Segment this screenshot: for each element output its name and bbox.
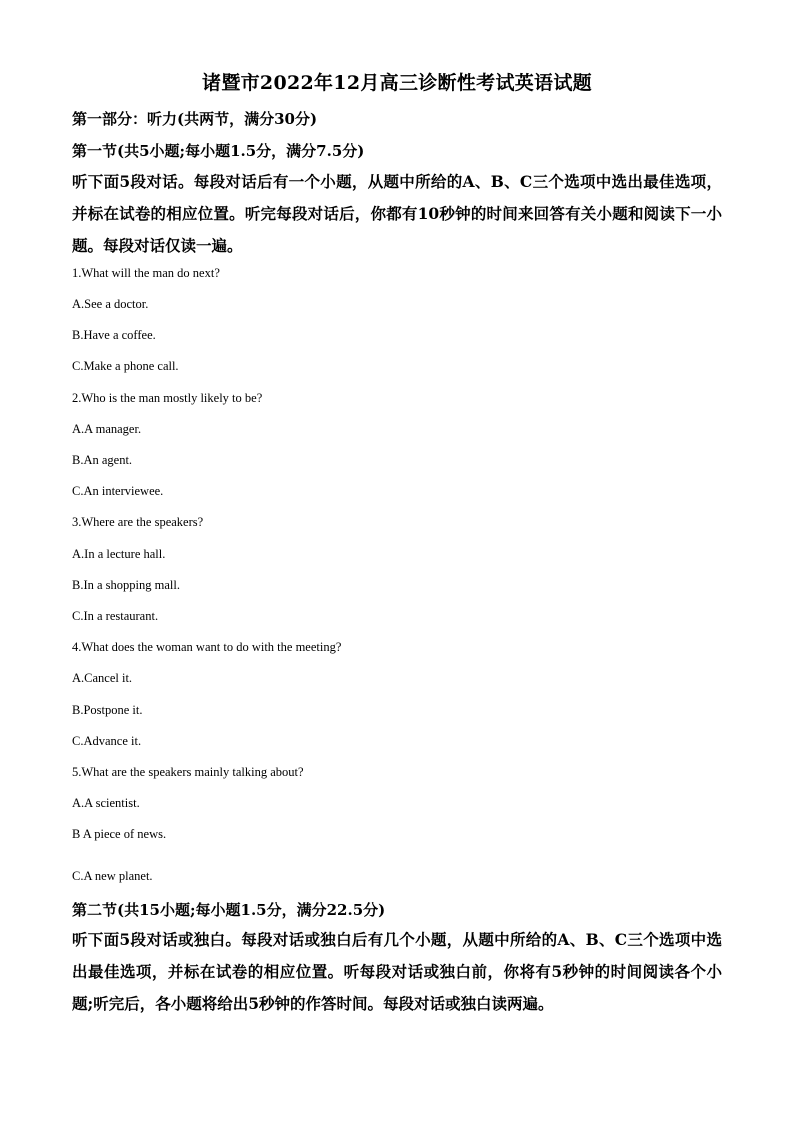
answer-option: B A piece of news. <box>72 827 167 841</box>
answer-option: A.A manager. <box>72 422 142 436</box>
answer-option: B.In a shopping mall. <box>72 578 180 592</box>
answer-option: C.Advance it. <box>72 734 142 748</box>
answer-option: C.A new planet. <box>72 869 153 883</box>
section-instruction: 听下面5段对话或独白。每段对话或独白后有几个小题，从题中所给的A、B、C三个选项中选出最佳选项，并标在试卷的相应位置。听每段对话或独白前，你将有5秒钟的时间阅读各个小题;听完后，各小题将给出5秒钟的作答时间。每段对话或独白读两遍。 <box>72 930 722 1013</box>
part-heading: 第一部分：听力(共两节，满分30分) <box>72 110 318 128</box>
answer-option: A.Cancel it. <box>72 671 133 685</box>
answer-option: B.Postpone it. <box>72 703 143 717</box>
question-text: 3.Where are the speakers? <box>72 515 204 529</box>
answer-option: C.An interviewee. <box>72 484 164 498</box>
answer-option: A.In a lecture hall. <box>72 547 166 561</box>
answer-option: C.In a restaurant. <box>72 609 159 623</box>
answer-option: B.Have a coffee. <box>72 328 156 342</box>
section-heading: 第二节(共15小题;每小题1.5分，满分22.5分) <box>72 901 386 919</box>
question-text: 2.Who is the man mostly likely to be? <box>72 391 263 405</box>
answer-option: A.See a doctor. <box>72 297 149 311</box>
question-text: 4.What does the woman want to do with the meeting? <box>72 640 342 654</box>
answer-option: C.Make a phone call. <box>72 359 179 373</box>
answer-option: A.A scientist. <box>72 796 140 810</box>
page-title: 诸暨市2022年12月高三诊断性考试英语试题 <box>202 72 592 94</box>
section-instruction: 听下面5段对话。每段对话后有一个小题，从题中所给的A、B、C三个选项中选出最佳选项，并标在试卷的相应位置。听完每段对话后，你都有10秒钟的时间来回答有关小题和阅读下一小题。每段对话仅读一遍。 <box>72 172 722 255</box>
section-heading: 第一节(共5小题;每小题1.5分，满分7.5分) <box>72 142 365 160</box>
question-text: 5.What are the speakers mainly talking about? <box>72 765 304 779</box>
answer-option: B.An agent. <box>72 453 133 467</box>
question-text: 1.What will the man do next? <box>72 266 220 280</box>
